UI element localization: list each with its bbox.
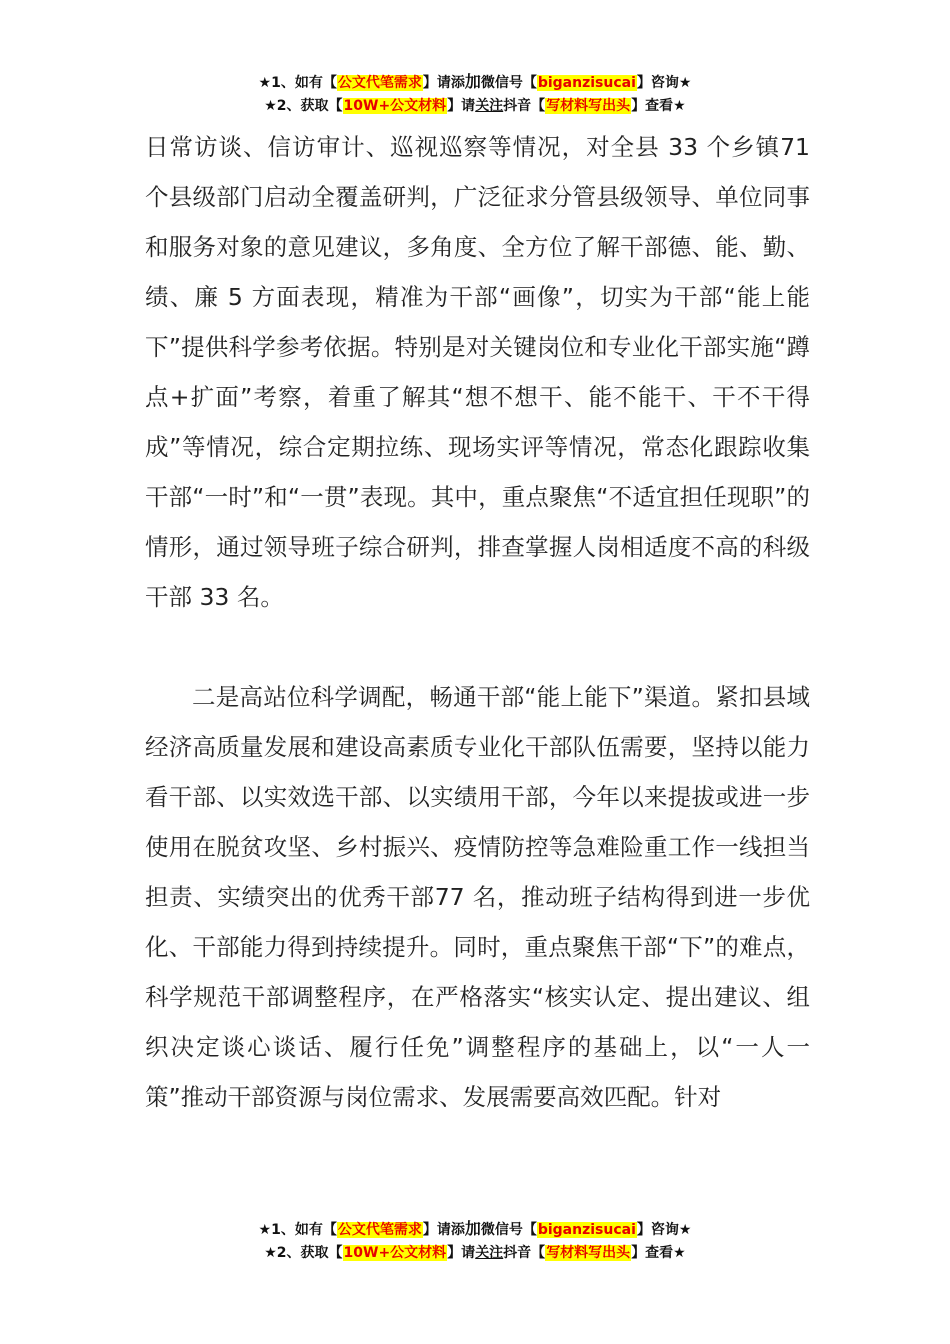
banner-line-2 (0, 95, 950, 118)
text-line: 部德、能、勤、绩、廉 5 方面表现，精准为干部“画像”， (145, 233, 811, 311)
paragraph-1 (145, 122, 810, 622)
footer-banner (0, 1217, 950, 1265)
banner-emphasis: 加 (464, 1219, 481, 1238)
text-line: 二是高站位科学调配，畅通干部“能上能下”渠道。 (192, 683, 716, 711)
text-line: 今年以来提拔或进一步使用在脱贫攻坚、乡村振兴、疫情 (145, 783, 811, 861)
text-line: 防控等急难险重工作一线担当担责、实绩突出的优秀干部 (145, 833, 811, 911)
text-line: 拉练、现场实评等情况，常态化跟踪收集干部“一时”和 (145, 433, 810, 511)
text-line: 键岗位和专业化干部实施“蹲点+扩面”考察，着重了解其 (145, 333, 810, 411)
banner-text: 】查看★ (631, 1245, 686, 1261)
banner-text: 】请添 (422, 75, 465, 91)
banner-text: ★2、获取【 (264, 1245, 343, 1261)
banner-line-1 (0, 70, 950, 95)
banner-text: 】咨询★ (636, 1222, 692, 1238)
banner-text: 微信号【 (480, 75, 537, 91)
text-line: 单位同事和服务对象的意见建议，多角度、全方位了解干 (145, 183, 811, 261)
banner-text: 】请 (447, 98, 476, 114)
banner-highlight: 10W+公文材料 (343, 1245, 447, 1261)
banner-text: 】咨询★ (636, 75, 692, 91)
text-line: 77 名，推动班子结构得到进一步优化、干部能力得到持续 (145, 883, 811, 961)
banner-text: ★1、如有【 (258, 75, 337, 91)
banner-text: 抖音【 (503, 1245, 546, 1261)
banner-text: 】请 (447, 1245, 476, 1261)
text-line: 形，通过领导班子综合研判，排查掌握人岗相适度不高的 (168, 533, 763, 561)
header-banner (0, 70, 950, 118)
banner-highlight: 写材料写出头 (546, 98, 631, 114)
text-line: 71 个县级部门启动全覆盖研判，广泛征求分管县级领导、 (145, 133, 810, 211)
text-line: 要，坚持以能力看干部、以实效选干部、以实绩用干部， (145, 733, 811, 811)
banner-highlight: biganzisucai (537, 75, 636, 91)
banner-line-2 (0, 1242, 950, 1265)
text-line: 切实为干部“能上能下”提供科学参考依据。特别是对关 (145, 283, 810, 361)
text-line: 科级干部 33 名。 (145, 533, 811, 611)
text-line: 调整程序，在严格落实“核实认定、提出建议、组织决定 (145, 983, 810, 1061)
banner-text: ★2、获取【 (264, 98, 343, 114)
banner-highlight: biganzisucai (537, 1222, 636, 1238)
banner-text: 微信号【 (480, 1222, 537, 1238)
text-line: “想不想干、能不能干、干不干得成”等情况，综合定期 (145, 383, 810, 461)
banner-emphasis: 加 (464, 72, 481, 91)
banner-text: 】查看★ (631, 98, 686, 114)
banner-highlight: 公文代笔需求 (337, 75, 422, 91)
text-line: 紧扣县域经济高质量发展和建设高素质专业化干部队伍需 (145, 683, 810, 761)
banner-text: 抖音【 (503, 98, 546, 114)
banner-emphasis: 关注 (475, 98, 504, 114)
text-line: 日常访谈、信访审计、巡视巡察等情况，对全县 33 个乡镇 (145, 133, 781, 161)
banner-text: 】请添 (422, 1222, 465, 1238)
banner-text: ★1、如有【 (258, 1222, 337, 1238)
banner-highlight: 公文代笔需求 (337, 1222, 422, 1238)
banner-line-1 (0, 1217, 950, 1242)
paragraph-2 (145, 672, 810, 1122)
text-line: 提升。同时，重点聚焦干部“下”的难点，科学规范干部 (145, 933, 810, 1011)
text-line: “一贯”表现。其中，重点聚焦“不适宜担任现职”的情 (145, 483, 810, 561)
text-line: 策”推动干部资源与岗位需求、发展需要高效匹配。针对 (145, 1083, 722, 1111)
text-line: 谈心谈话、履行任免”调整程序的基础上，以“一人一 (221, 1033, 810, 1061)
document-body (145, 122, 810, 1122)
banner-emphasis: 关注 (475, 1245, 504, 1261)
banner-highlight: 写材料写出头 (546, 1245, 631, 1261)
banner-highlight: 10W+公文材料 (343, 98, 447, 114)
